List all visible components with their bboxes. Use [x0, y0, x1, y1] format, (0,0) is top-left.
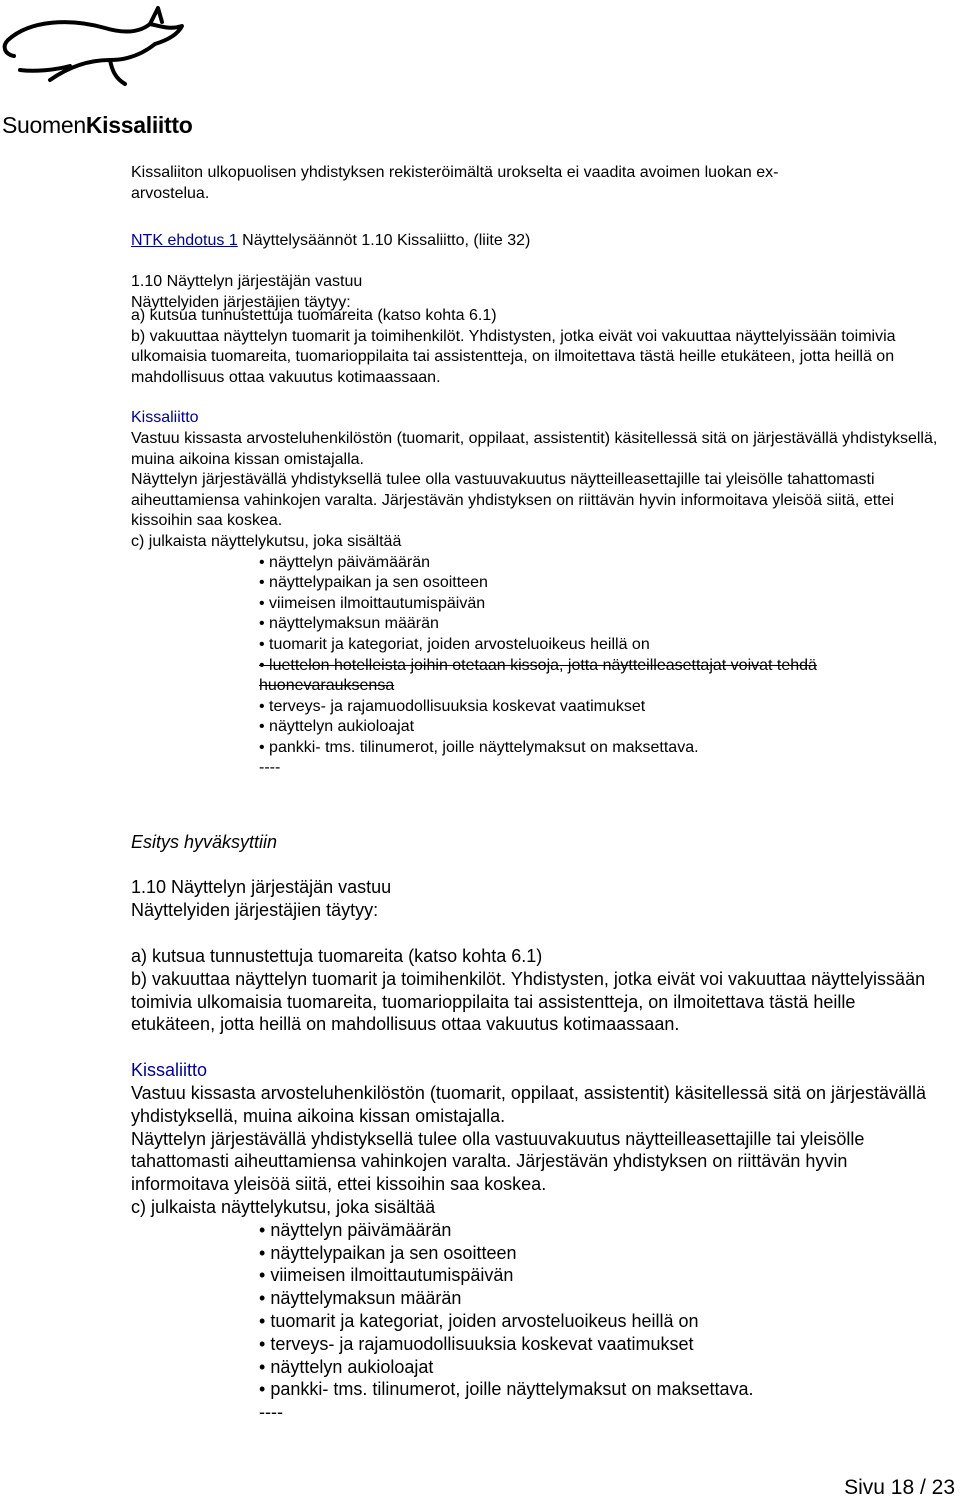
accepted-kissaliitto-heading: Kissaliitto	[131, 1060, 208, 1081]
list-item: • näyttelyn aukioloajat	[259, 1356, 940, 1379]
accepted-vastuu-2: Näyttelyn järjestävällä yhdistyksellä tulee olla vastuuvakuutus näytteilleasettajille tai yleisölle tahattomasti aiheuttamiensa vahinkojen varalta. Järjestävän yhdistyksen on riittävän hyvin informoitava yleisöä siitä, ettei kissoihin saa koskea.	[131, 1128, 865, 1195]
list-item: • tuomarit ja kategoriat, joiden arvosteluoikeus heillä on	[259, 1310, 940, 1333]
struck-list-item-cont: huonevarauksensa	[259, 677, 395, 695]
list-item: • terveys- ja rajamuodollisuuksia koskevat vaatimukset	[259, 1333, 940, 1356]
list-item: • pankki- tms. tilinumerot, joille näyttelymaksut on maksettava.	[259, 1378, 940, 1401]
intro-paragraph: Kissaliiton ulkopuolisen yhdistyksen rekisteröimältä urokselta ei vaadita avoimen luokan ex- arvostelua.	[131, 164, 779, 202]
proposal-item-c: c) julkaista näyttelykutsu, joka sisältää	[131, 532, 402, 550]
list-item: • viimeisen ilmoittautumispäivän	[259, 1264, 940, 1287]
accepted-headings: 1.10 Näyttelyn järjestäjän vastuu Näyttelyiden järjestäjien täytyy:	[131, 877, 392, 920]
list-item: • näyttelyn päivämäärän	[259, 553, 940, 574]
proposal-bullet-list-2	[131, 697, 940, 759]
list-item: • pankki- tms. tilinumerot, joille näyttelymaksut on maksettava.	[259, 738, 940, 759]
proposal-headings: 1.10 Näyttelyn järjestäjän vastuu Näyttelyiden järjestäjien täytyy:	[131, 273, 363, 311]
list-item: • näyttelymaksun määrän	[259, 1287, 940, 1310]
accepted-vastuu-1: Vastuu kissasta arvosteluhenkilöstön (tuomarit, oppilaat, assistentit) käsitellessä sitä on järjestävällä yhdistyksellä, muina aikoina kissan omistajalla.	[131, 1082, 927, 1126]
jumping-cat-icon	[0, 0, 200, 110]
proposal-body	[131, 306, 940, 779]
page-number: Sivu 18 / 23	[844, 1476, 955, 1499]
list-item: • näyttelyn aukioloajat	[259, 717, 940, 738]
list-item: • tuomarit ja kategoriat, joiden arvosteluoikeus heillä on	[259, 635, 940, 656]
accepted-bullet-list	[131, 1219, 940, 1401]
accepted-dashes: ----	[259, 1402, 283, 1423]
accepted-body	[131, 945, 940, 1424]
list-item: • näyttelyn päivämäärän	[259, 1219, 940, 1242]
proposal-kissaliitto-heading: Kissaliitto	[131, 409, 199, 427]
proposal-vastuu-1: Vastuu kissasta arvosteluhenkilöstön (tuomarit, oppilaat, assistentit) käsitellessä sitä on järjestävällä yhdistyksellä, muina aikoina kissan omistajalla.	[131, 429, 938, 468]
ntk-line: NTK ehdotus 1 Näyttelysäännöt 1.10 Kissaliitto, (liite 32)	[131, 232, 531, 249]
list-item: • näyttelymaksun määrän	[259, 614, 940, 635]
proposal-item-a: a) kutsua tunnustettuja tuomareita (katso kohta 6.1)	[131, 307, 497, 324]
accepted-item-b: b) vakuuttaa näyttelyn tuomarit ja toimihenkilöt. Yhdistysten, jotka eivät voi vakuuttaa näyttelyissään toimivia ulkomaisia tuomareita, tuomarioppilaita tai assistentteja, on ilmoitettava tästä heille etukäteen, jotta heillä on mahdollisuus ottaa vakuutus kotimaassaan.	[131, 968, 926, 1035]
proposal-bullet-list	[131, 553, 940, 656]
list-item: • näyttelypaikan ja sen osoitteen	[259, 573, 940, 594]
proposal-dashes: ----	[259, 759, 281, 777]
accepted-label: Esitys hyväksyttiin	[131, 832, 278, 852]
list-item: • näyttelypaikan ja sen osoitteen	[259, 1242, 940, 1265]
list-item: • terveys- ja rajamuodollisuuksia koskevat vaatimukset	[259, 697, 940, 718]
logo-wordmark: SuomenKissaliitto	[2, 112, 193, 138]
struck-list-item: • luettelon hotelleista joihin otetaan kissoja, jotta näytteilleasettajat voivat tehdä	[259, 656, 817, 674]
list-item: • viimeisen ilmoittautumispäivän	[259, 594, 940, 615]
ntk-label: NTK ehdotus 1	[131, 232, 238, 249]
accepted-item-c: c) julkaista näyttelykutsu, joka sisältää	[131, 1196, 436, 1217]
proposal-item-b: b) vakuuttaa näyttelyn tuomarit ja toimihenkilöt. Yhdistysten, jotka eivät voi vakuuttaa näyttelyissään toimivia ulkomaisia tuomareita, tuomarioppilaita tai assistentteja, on ilmoitettava tästä heille etukäteen, jotta heillä on mahdollisuus ottaa vakuutus kotimaassaan.	[131, 327, 896, 386]
accepted-item-a: a) kutsua tunnustettuja tuomareita (katso kohta 6.1)	[131, 946, 543, 966]
logo	[0, 0, 210, 140]
proposal-vastuu-2: Näyttelyn järjestävällä yhdistyksellä tulee olla vastuuvakuutus näytteilleasettajille tai yleisölle tahattomasti aiheuttamiensa vahinkojen varalta. Järjestävän yhdistyksen on riittävän hyvin informoitava yleisöä siitä, ettei kissoihin saa koskea.	[131, 471, 895, 530]
